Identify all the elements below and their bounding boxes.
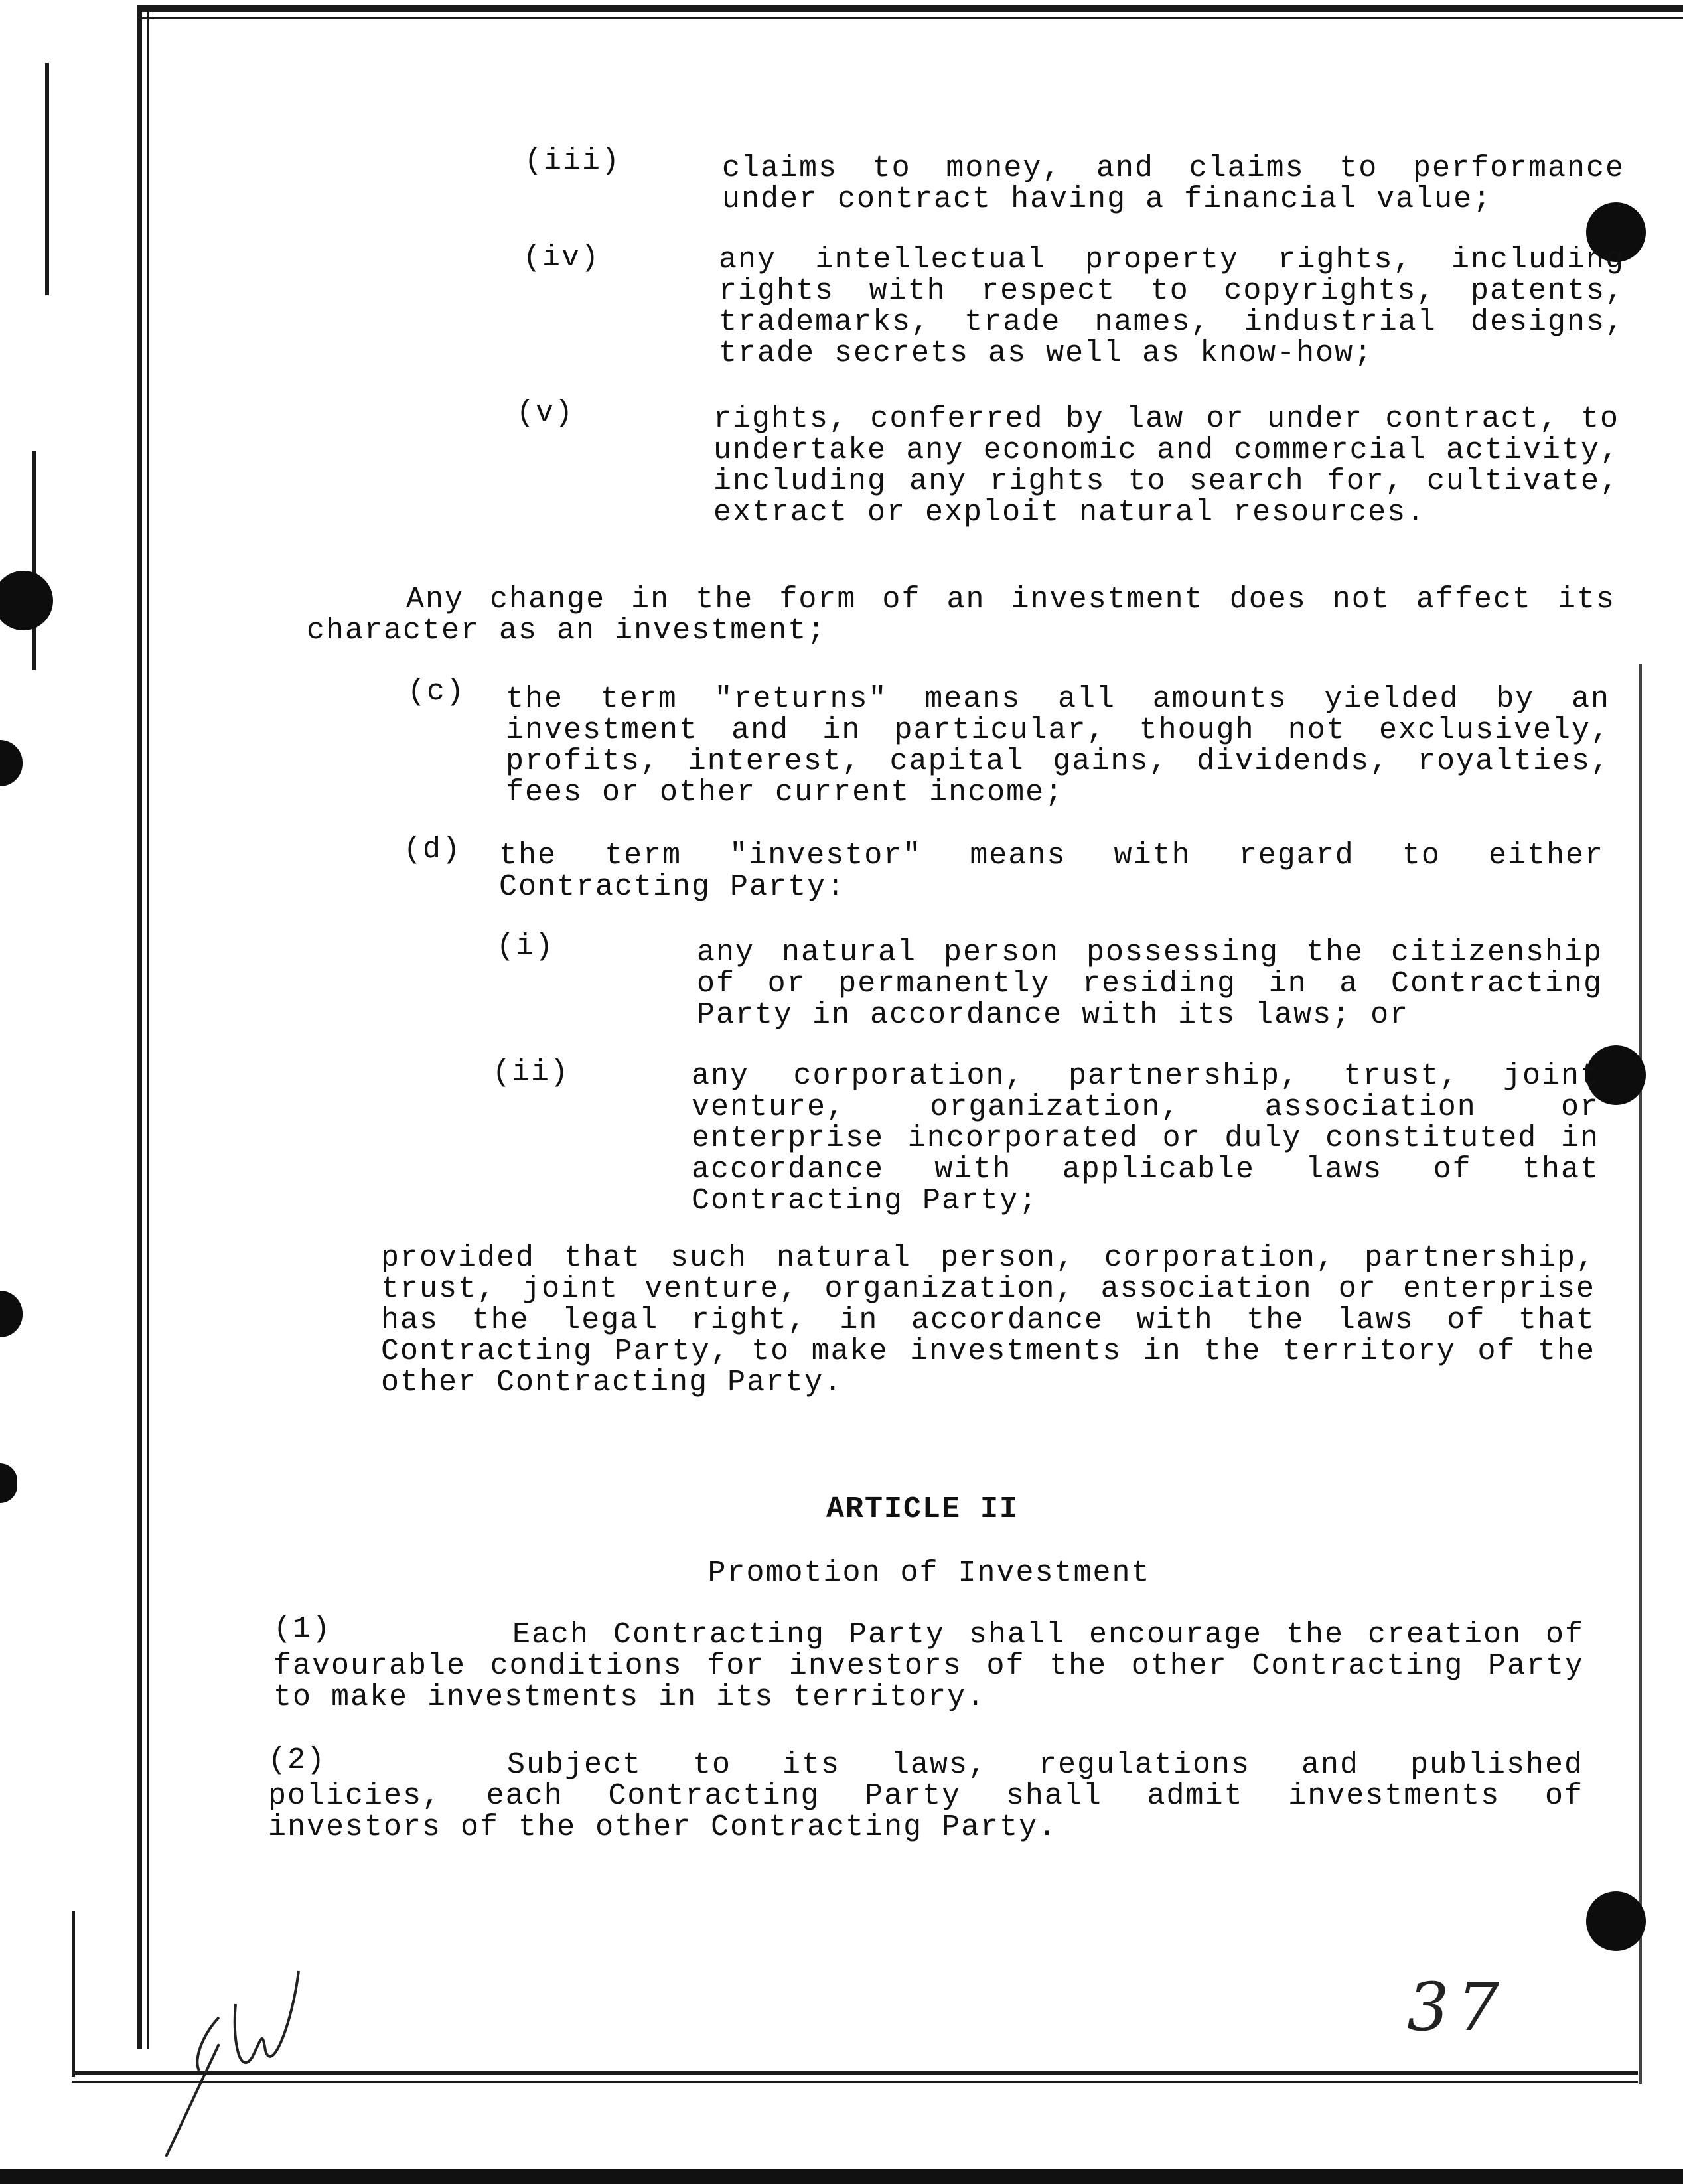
item-text: the term "investor" means with regard to either Contracting Party: [499,839,1604,904]
page-frame-left [137,5,142,2049]
clause-label: (2) [268,1743,327,1777]
handwritten-initials [119,1918,345,2170]
article-subheading: Promotion of Investment [707,1556,1151,1590]
punch-hole [0,1291,23,1337]
page-frame-top-inner [139,17,1683,19]
clause-label: (1) [273,1612,332,1646]
binding-mark [45,63,49,295]
article-heading: ARTICLE II [826,1492,1019,1526]
item-label: (iv) [523,241,601,275]
clause-text: Subject to its laws, regulations and published policies, each Contracting Party shall admit investments of investors of the other Contracting Party. [268,1748,1583,1844]
page-frame-top [139,5,1683,12]
item-label: (ii) [492,1056,570,1090]
item-text: claims to money, and claims to performance under contract having a financial value; [722,151,1625,216]
item-text: the term "returns" means all amounts yielded by an investment and in particular, though not exclusively, profits, interest, capital gains, dividends, royalties, fees or other current income; [506,682,1610,810]
page-frame-left-lower [72,1911,75,2077]
item-text: any intellectual property rights, including rights with respect to copyrights, patents, trademarks, trade names, industrial designs, trade secrets as well as know-how; [719,243,1625,370]
item-label: (d) [403,833,462,867]
item-label: (v) [516,396,575,430]
body-paragraph: Any change in the form of an investment does not affect its character as an investment; [307,583,1615,648]
item-text: any corporation, partnership, trust, joint venture, organization, association or enterprise incorporated or duly constituted in accordance with applicable laws of that Contracting Party; [692,1059,1599,1218]
punch-hole [0,1463,17,1503]
page-frame-left-inner [147,5,149,2049]
item-text: rights, conferred by law or under contract, to undertake any economic and commercial activity, including any rights to search for, cultivate, extract or exploit natural resources. [713,402,1619,530]
handwritten-page-number: 37 [1407,1968,1508,2046]
scan-bottom-edge [0,2169,1683,2184]
punch-hole [0,740,23,786]
item-text: any natural person possessing the citizenship of or permanently residing in a Contracting Party in accordance with its laws; or [697,936,1603,1032]
item-label: (c) [407,675,466,709]
punch-hole [1586,1891,1646,1951]
item-label: (i) [496,930,555,964]
page-frame-right [1639,664,1642,2084]
binding-mark [32,451,36,670]
proviso-paragraph: provided that such natural person, corporation, partnership, trust, joint venture, organization, association or enterprise has the legal right, in accordance with the laws of that Contracting Party, to make investments in the territory of the other Contracting Party. [381,1241,1595,1400]
clause-text: Each Contracting Party shall encourage the creation of favourable conditions for investors of the other Contracting Party to make investments in its territory. [273,1618,1584,1714]
punch-hole [0,571,53,630]
item-label: (iii) [524,144,621,178]
